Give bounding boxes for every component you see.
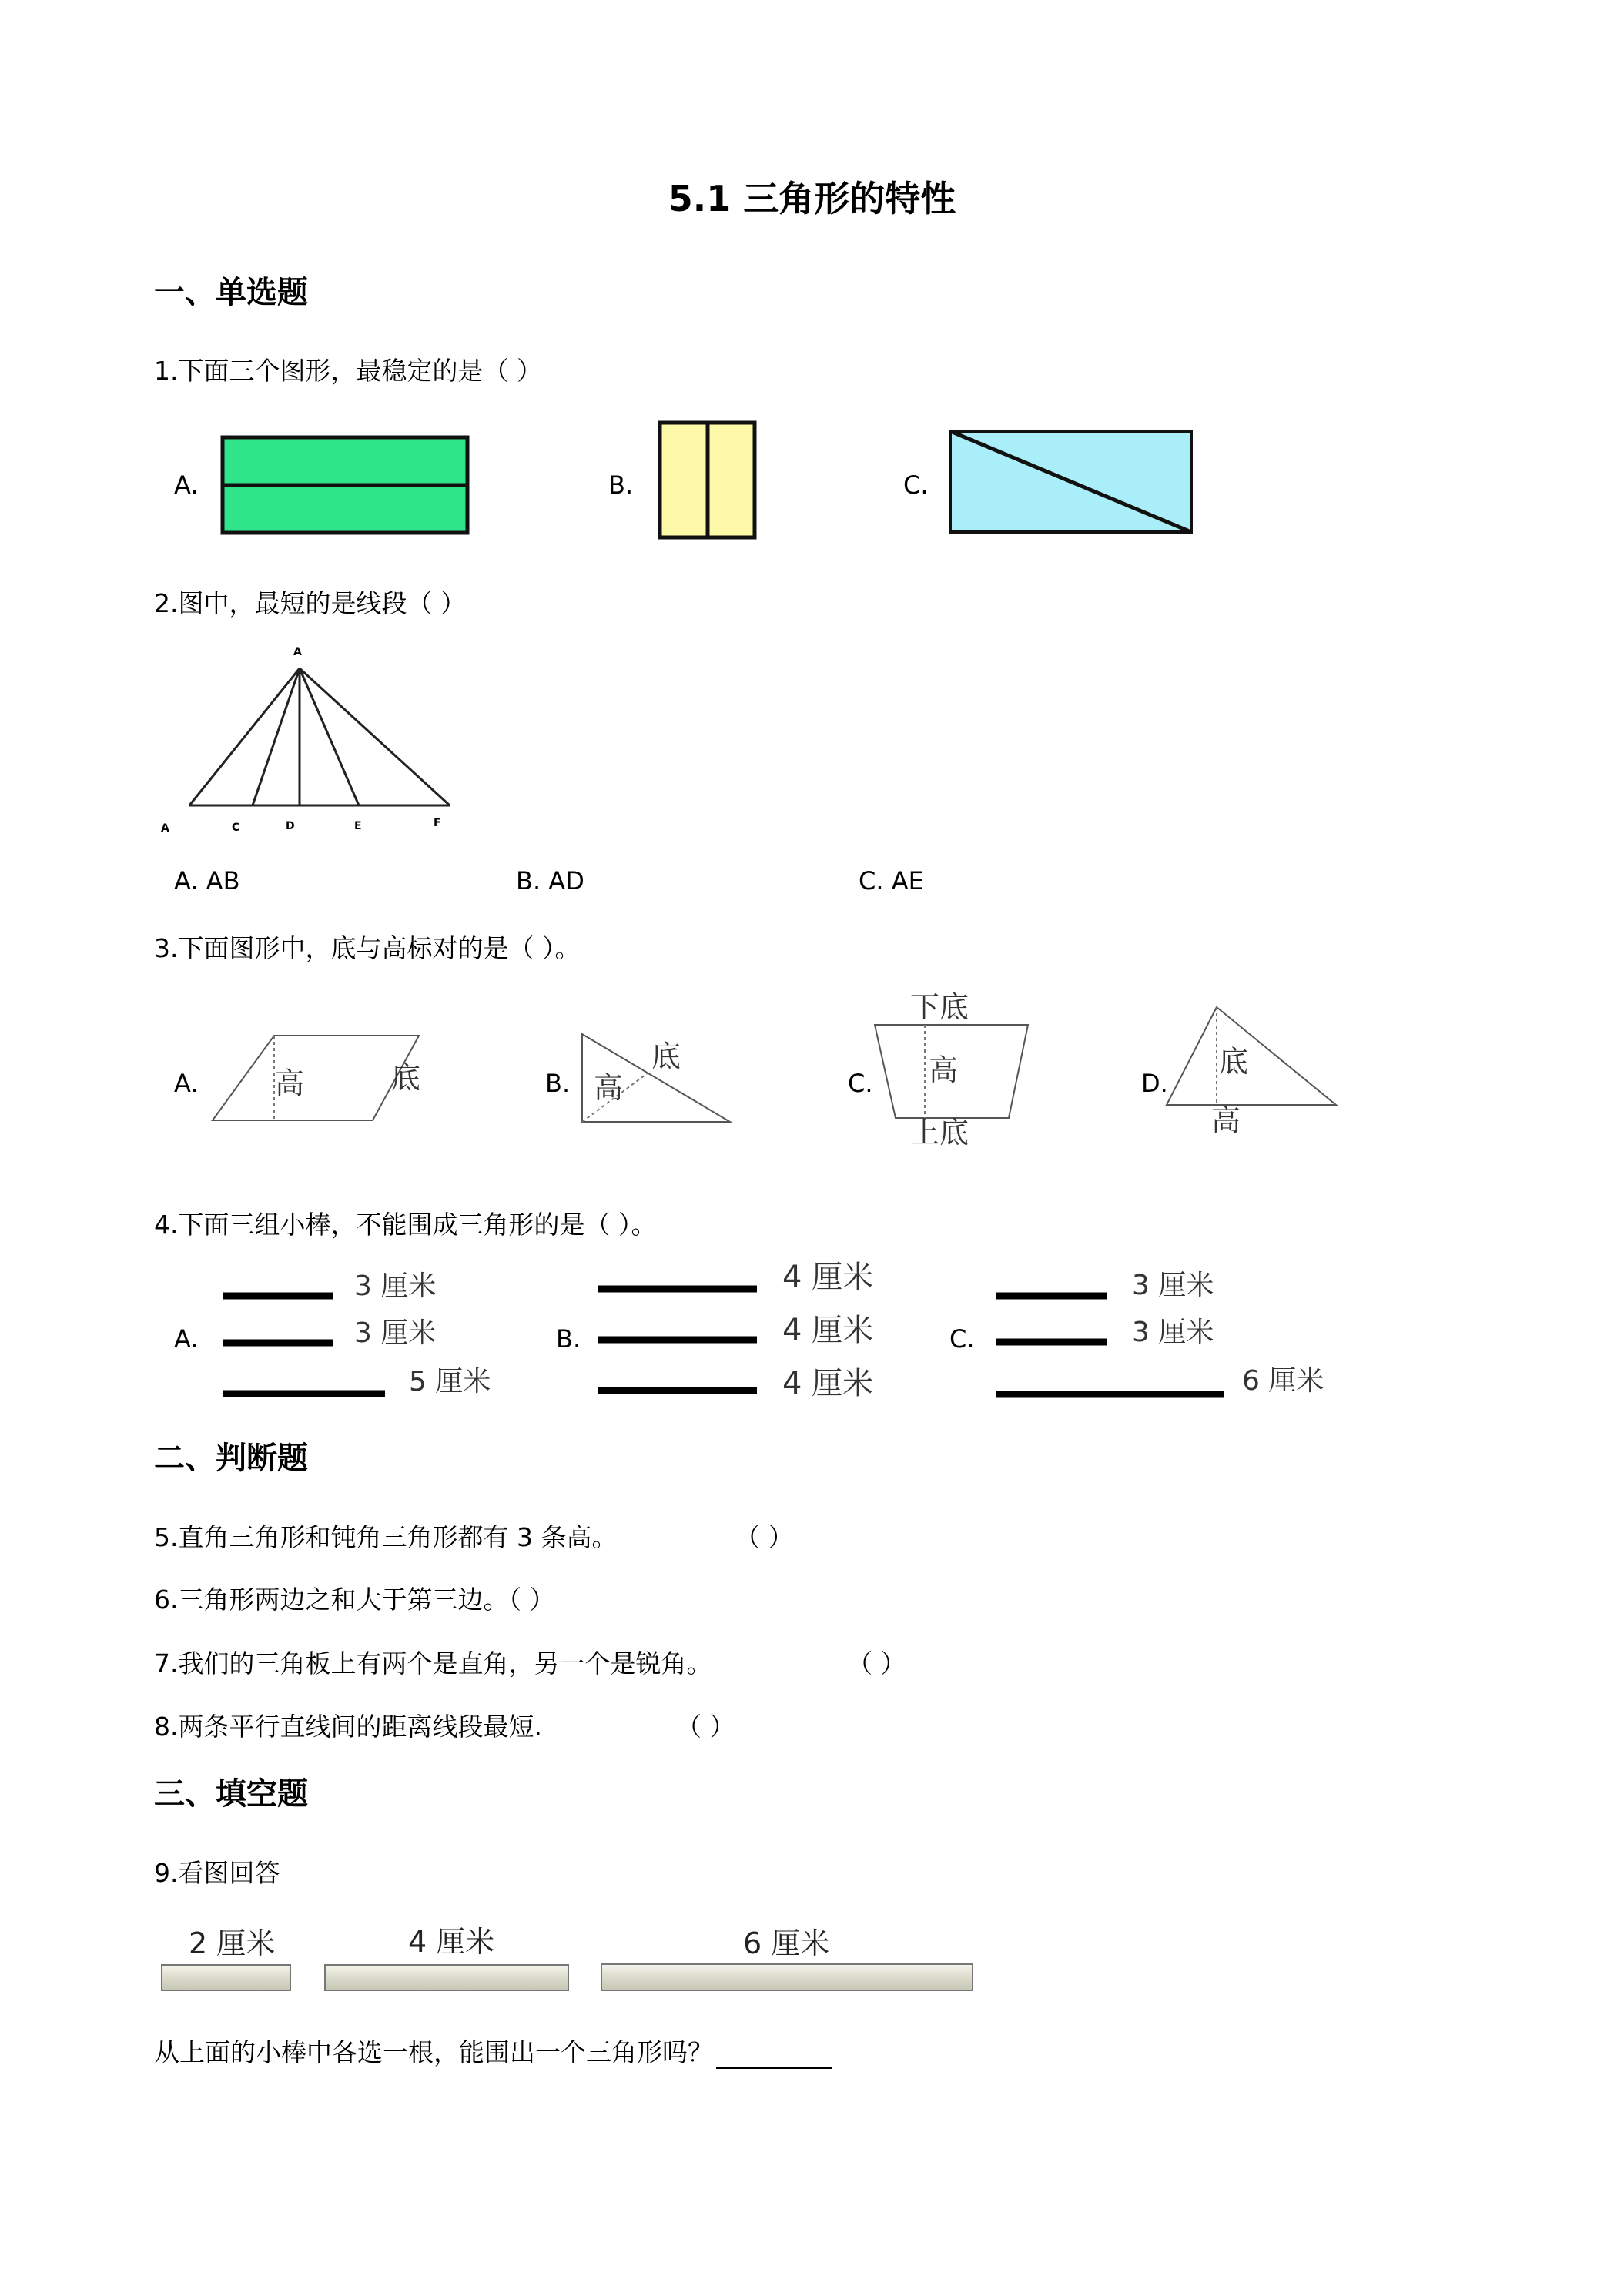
section-heading-true-false: 二、判断题 [154,1441,308,1476]
question-4-text: 4.下面三组小棒，不能围成三角形的是（ ）。 [154,1210,657,1240]
q3-figure-d-triangle [1167,1007,1336,1105]
q1-option-c-label: C. [903,470,929,500]
q2-option-b: B. AD [516,866,584,895]
q9-stick-2cm [162,1965,290,1990]
q3-d-height-label: 高 [1211,1103,1241,1137]
q4-c-length-1: 3 厘米 [1132,1270,1214,1301]
question-8-text: 8.两条平行直线间的距离线段最短. [154,1712,542,1742]
q2-triangle-figure [189,668,450,805]
page-title: 5.1 三角形的特性 [668,178,956,219]
q4-group-b-sticks [598,1289,757,1391]
q2-option-a: A. AB [174,866,240,895]
q4-c-length-2: 3 厘米 [1132,1317,1214,1348]
q3-option-c-label: C. [848,1069,873,1098]
q4-a-length-1: 3 厘米 [354,1270,437,1302]
q1-option-a-label: A. [174,470,199,500]
q2-point-label-e: E [354,820,362,832]
q3-a-height-label: 高 [275,1066,305,1100]
question-7-text: 7.我们的三角板上有两个是直角，另一个是锐角。 [154,1648,712,1678]
question-5-answer-bracket[interactable]: （ ） [735,1522,794,1552]
q9-stick-6cm-label: 6 厘米 [743,1926,830,1960]
q4-option-c-label: C. [949,1324,975,1354]
q3-c-bottom-label: 上底 [910,1116,969,1150]
q1-figure-a [223,437,467,533]
q3-c-top-label: 下底 [910,990,969,1024]
q9-stick-2cm-label: 2 厘米 [189,1926,276,1960]
q4-a-length-2: 3 厘米 [354,1317,437,1349]
q4-b-length-1: 4 厘米 [782,1260,874,1295]
question-1-text: 1.下面三个图形，最稳定的是（ ） [154,356,542,386]
question-9-prompt [154,2033,832,2069]
q3-figure-a-parallelogram [213,1036,419,1120]
q9-stick-6cm [601,1964,973,1990]
question-9-answer-blank[interactable] [716,2044,832,2069]
section-heading-fill-blank: 三、填空题 [154,1776,308,1812]
question-3-text: 3.下面图形中，底与高标对的是（ ）。 [154,933,581,963]
q4-b-length-3: 4 厘米 [782,1366,874,1401]
q2-option-c: C. AE [859,866,924,895]
q2-point-label-c: C [232,822,240,834]
q4-option-b-label: B. [556,1324,581,1354]
q3-c-height-label: 高 [929,1053,959,1087]
q4-option-a-label: A. [174,1324,199,1354]
q3-option-a-label: A. [174,1069,199,1098]
q3-b-height-label: 高 [594,1071,624,1105]
q1-option-b-label: B. [608,470,634,500]
q1-figure-c [950,431,1191,532]
q2-point-label-d: D [286,820,295,832]
q2-point-label-apex: A [293,646,302,658]
q9-stick-4cm-label: 4 厘米 [408,1925,495,1959]
q3-b-base-label: 底 [651,1039,681,1073]
question-9-text: 9.看图回答 [154,1858,280,1888]
question-7-answer-bracket[interactable]: （ ） [847,1648,906,1678]
q4-a-length-3: 5 厘米 [409,1366,491,1397]
section-heading-single-choice: 一、单选题 [154,275,308,310]
q3-option-b-label: B. [545,1069,571,1098]
question-2-text: 2.图中，最短的是线段（ ） [154,588,466,618]
q2-point-label-f: F [434,817,441,829]
q1-figure-b [660,423,755,537]
q4-b-length-2: 4 厘米 [782,1313,874,1348]
q3-a-base-label: 底 [391,1061,421,1095]
q4-c-length-3: 6 厘米 [1242,1365,1324,1397]
q9-stick-4cm [325,1965,568,1990]
q2-point-label-a: A [161,822,169,835]
question-8-answer-bracket[interactable]: （ ） [676,1712,735,1742]
q3-option-d-label: D. [1141,1069,1168,1098]
q3-d-base-label: 底 [1219,1045,1249,1079]
question-9-prompt-text: 从上面的小棒中各选一根，能围出一个三角形吗？ [154,2037,713,2067]
question-5-text: 5.直角三角形和钝角三角形都有 3 条高。 [154,1522,618,1552]
question-6-text: 6.三角形两边之和大于第三边。（ ） [154,1585,555,1615]
